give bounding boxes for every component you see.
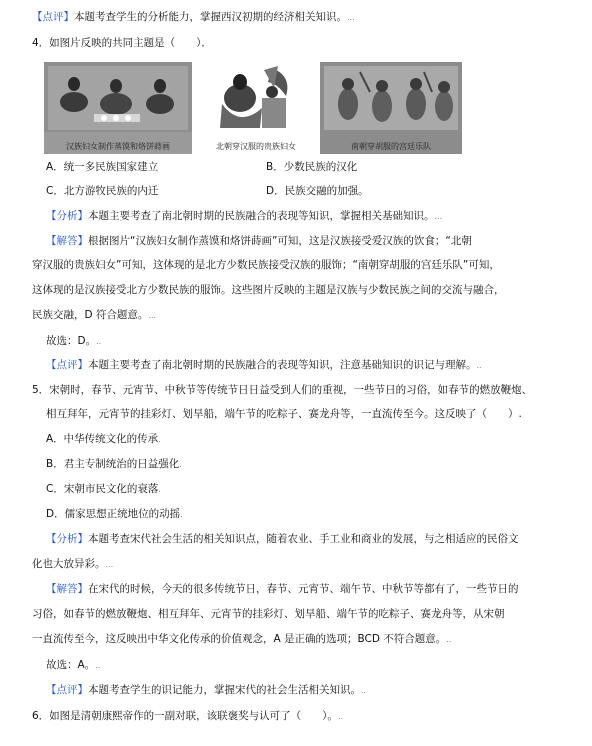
comment-text: 本题考查学生的分析能力，掌握西汉初期的经济相关知识。 xyxy=(74,11,347,23)
figure-caption: 北朝穿汉服的贵族妇女 xyxy=(216,142,296,151)
comment-text: 本题主要考查了南北朝时期的民族融合的表现等知识，注意基础知识的识记与理解。 xyxy=(88,359,477,371)
question-4-figures xyxy=(44,62,564,154)
figure-noble-woman xyxy=(202,62,310,154)
q4-analysis xyxy=(46,209,442,224)
analysis-text: 本题主要考查了南北朝时期的民族融合的表现等知识，掌握相关基础知识。 xyxy=(88,210,435,222)
paragraph-mark: .. xyxy=(361,686,367,695)
analysis-tag: 【分析】 xyxy=(46,210,88,222)
q4-solution-line-3: 这体现的是汉族接受北方少数民族的服饰。这些图片反映的主题是汉族与少数民族之间的交流与融合， xyxy=(32,284,505,296)
q5-solution-line-1 xyxy=(46,582,519,596)
q4-solution-line-4 xyxy=(32,308,156,323)
paragraph-mark: .. xyxy=(95,661,101,670)
q5-analysis-line-1 xyxy=(46,532,519,546)
paragraph-mark: .. xyxy=(96,337,102,346)
q4-option-a: A．统一多民族国家建立 xyxy=(46,161,159,173)
paragraph-mark: . xyxy=(158,485,161,494)
q5-stem-line-2: 相互拜年，元宵节的挂彩灯、划旱船，端午节的吃粽子、赛龙舟等，一直流传至今。这反映了（ ）. xyxy=(46,408,522,420)
q5-option-b xyxy=(46,457,182,472)
solution-tag: 【解答】 xyxy=(46,583,88,595)
q5-comment xyxy=(46,683,366,698)
comment-tag: 【点评】 xyxy=(46,684,88,696)
paragraph-mark: ... xyxy=(105,560,114,569)
q5-stem-line-1: 5．宋朝时，春节、元宵节、中秋节等传统节日日益受到人们的重视，一些节日的习俗，如春节的燃放鞭炮、 xyxy=(32,384,533,396)
answer-text: 故选：A。 xyxy=(46,659,96,671)
solution-text: 民族交融，D 符合题意。 xyxy=(32,309,149,321)
q5-solution-line-3 xyxy=(32,632,451,647)
q4-answer xyxy=(46,334,101,349)
option-text: D．儒家思想正统地位的动摇 xyxy=(46,508,181,520)
comment-tag: 【点评】 xyxy=(46,359,88,371)
q5-option-c xyxy=(46,482,161,497)
solution-text: 在宋代的时候，今天的很多传统节日，春节、元宵节、端午节、中秋节等都有了，一些节日的 xyxy=(88,583,519,595)
q5-analysis-line-2 xyxy=(32,557,113,572)
solution-text: 一直流传至今，这反映出中华文化传承的价值观念，A 是正确的选项；BCD 不符合题意。 xyxy=(32,633,447,645)
paragraph-mark: ... xyxy=(148,311,157,320)
top-comment xyxy=(32,10,355,25)
comment-text: 本题考查学生的识记能力，掌握宋代的社会生活相关知识。 xyxy=(88,684,361,696)
option-text: C．宋朝市民文化的衰落 xyxy=(46,483,159,495)
paragraph-mark: . xyxy=(158,435,161,444)
paragraph-mark: . xyxy=(179,460,182,469)
q5-option-a xyxy=(46,432,161,447)
answer-text: 故选：D。 xyxy=(46,335,97,347)
analysis-text: 本题考查宋代社会生活的相关知识点，随着农业、手工业和商业的发展，与之相适应的民俗文 xyxy=(88,533,519,545)
figure-court-band xyxy=(320,62,462,154)
stem-text: 6．如图是清朝康熙帝作的一副对联，该联褒奖与认可了（ ）。 xyxy=(32,710,338,722)
comment-tag: 【点评】 xyxy=(32,11,74,23)
q4-solution-line-2: 穿汉服的贵族妇女”可知，这体现的是北方少数民族接受汉族的服饰；“南朝穿胡服的宫廷乐队”可知， xyxy=(32,259,500,271)
q5-answer xyxy=(46,658,100,673)
solution-tag: 【解答】 xyxy=(46,235,88,247)
solution-text: 根据图片“汉族妇女制作蒸馍和烙饼蒔画”可知，这是汉族接受爱汉族的饮食；“北朝 xyxy=(88,235,472,247)
paragraph-mark: ... xyxy=(434,212,443,221)
option-text: A．中华传统文化的传承 xyxy=(46,433,159,445)
question-4-stem: 4．如图片反映的共同主题是（ ）． xyxy=(32,37,212,49)
figure-mural-food xyxy=(44,62,192,154)
q4-solution-line-1 xyxy=(46,234,472,248)
paragraph-mark: ... xyxy=(347,13,355,22)
figure-caption: 汉族妇女制作蒸馍和烙饼蒔画 xyxy=(66,142,170,151)
option-text: B．君主专制统治的日益强化 xyxy=(46,458,180,470)
analysis-tag: 【分析】 xyxy=(46,533,88,545)
paragraph-mark: .. xyxy=(446,635,452,644)
figure-caption: 南朝穿胡服的宫廷乐队 xyxy=(351,142,431,151)
q5-solution-line-2: 习俗，如春节的燃放鞭炮、相互拜年、元宵节的挂彩灯、划旱船、端午节的吃粽子、赛龙舟等，从宋朝 xyxy=(32,608,505,620)
q4-option-c: C．北方游牧民族的内迁 xyxy=(46,185,159,197)
q4-comment xyxy=(46,358,482,373)
q5-option-d xyxy=(46,507,183,522)
q4-option-b: B．少数民族的汉化 xyxy=(266,161,358,173)
paragraph-mark: . xyxy=(180,510,183,519)
paragraph-mark: .. xyxy=(476,361,482,370)
question-6-stem xyxy=(32,709,343,724)
analysis-text: 化也大放异彩。 xyxy=(32,558,106,570)
q4-option-d: D．民族交融的加强。 xyxy=(266,185,369,197)
paragraph-mark: .. xyxy=(337,712,344,721)
